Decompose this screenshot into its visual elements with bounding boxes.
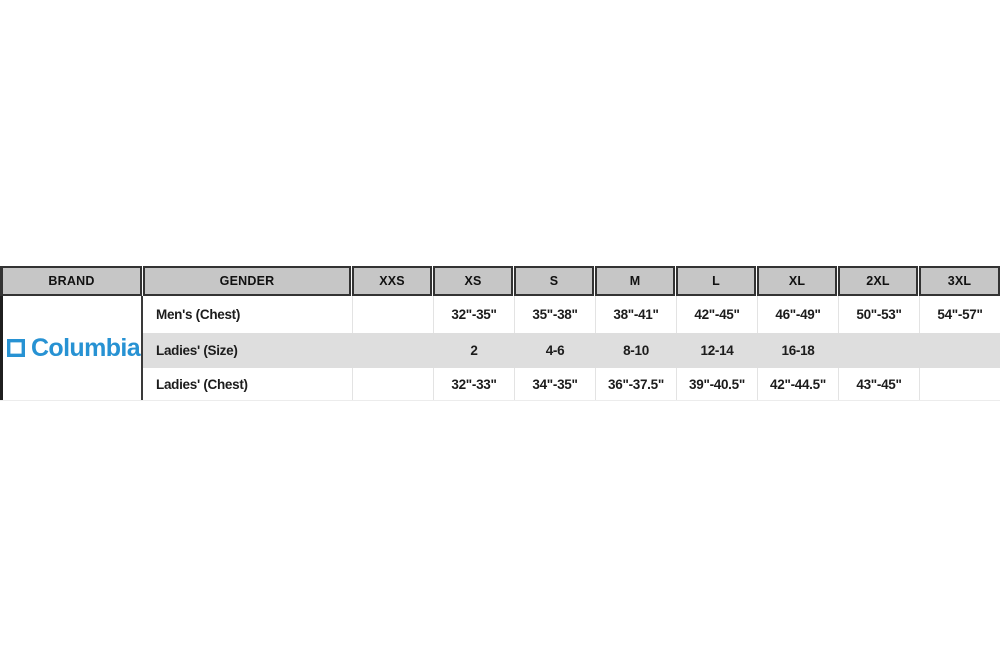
cell-ladies-size-xs: 2 — [433, 333, 514, 368]
cell-mens-3xl: 54"-57" — [919, 296, 1000, 333]
cell-ladies-chest-3xl — [919, 368, 1000, 400]
row-label: Men's (Chest) — [156, 307, 241, 322]
cell-mens-xs: 32"-35" — [433, 296, 514, 333]
cell-ladies-size-s: 4-6 — [514, 333, 595, 368]
cell-ladies-chest-xxs — [352, 368, 433, 400]
table-header-row — [0, 266, 1000, 296]
cell-mens-s: 35"-38" — [514, 296, 595, 333]
table-row-ladies-size — [143, 333, 1000, 368]
header-cell-xs: XS — [433, 266, 513, 296]
table-body — [0, 296, 1000, 401]
cell-ladies-size-2xl — [838, 333, 919, 368]
cell-ladies-chest-l: 39"-40.5" — [676, 368, 757, 400]
cell-ladies-chest-2xl: 43"-45" — [838, 368, 919, 400]
header-cell-brand: BRAND — [0, 266, 142, 296]
header-cell-xxs: XXS — [352, 266, 432, 296]
table-rows — [143, 296, 1000, 400]
cell-mens-xxs — [352, 296, 433, 333]
cell-ladies-chest-xs: 32"-33" — [433, 368, 514, 400]
row-label: Ladies' (Chest) — [156, 376, 248, 392]
cell-ladies-chest-m: 36"-37.5" — [595, 368, 676, 400]
table-row-mens-chest — [143, 296, 1000, 333]
size-chart-table — [0, 266, 1000, 401]
cell-ladies-chest-s: 34"-35" — [514, 368, 595, 400]
header-cell-xl: XL — [757, 266, 837, 296]
brand-cell — [0, 296, 143, 400]
table-row-ladies-chest — [143, 368, 1000, 400]
columbia-gem-icon — [4, 336, 28, 360]
header-cell-2xl: 2XL — [838, 266, 918, 296]
header-cell-l: L — [676, 266, 756, 296]
cell-mens-l: 42"-45" — [676, 296, 757, 333]
cell-mens-xl: 46"-49" — [757, 296, 838, 333]
header-cell-s: S — [514, 266, 594, 296]
cell-ladies-size-m: 8-10 — [595, 333, 676, 368]
cell-ladies-size-l: 12-14 — [676, 333, 757, 368]
header-cell-3xl: 3XL — [919, 266, 1000, 296]
header-cell-m: M — [595, 266, 675, 296]
header-cell-gender: GENDER — [143, 266, 351, 296]
columbia-logo — [4, 334, 140, 363]
row-label: Ladies' (Size) — [156, 343, 238, 358]
cell-ladies-size-xl: 16-18 — [757, 333, 838, 368]
brand-name: Columbia — [30, 333, 141, 362]
cell-ladies-size-3xl — [919, 333, 1000, 368]
cell-ladies-size-xxs — [352, 333, 433, 368]
cell-mens-2xl: 50"-53" — [838, 296, 919, 333]
cell-ladies-chest-xl: 42"-44.5" — [757, 368, 838, 400]
cell-mens-m: 38"-41" — [595, 296, 676, 333]
